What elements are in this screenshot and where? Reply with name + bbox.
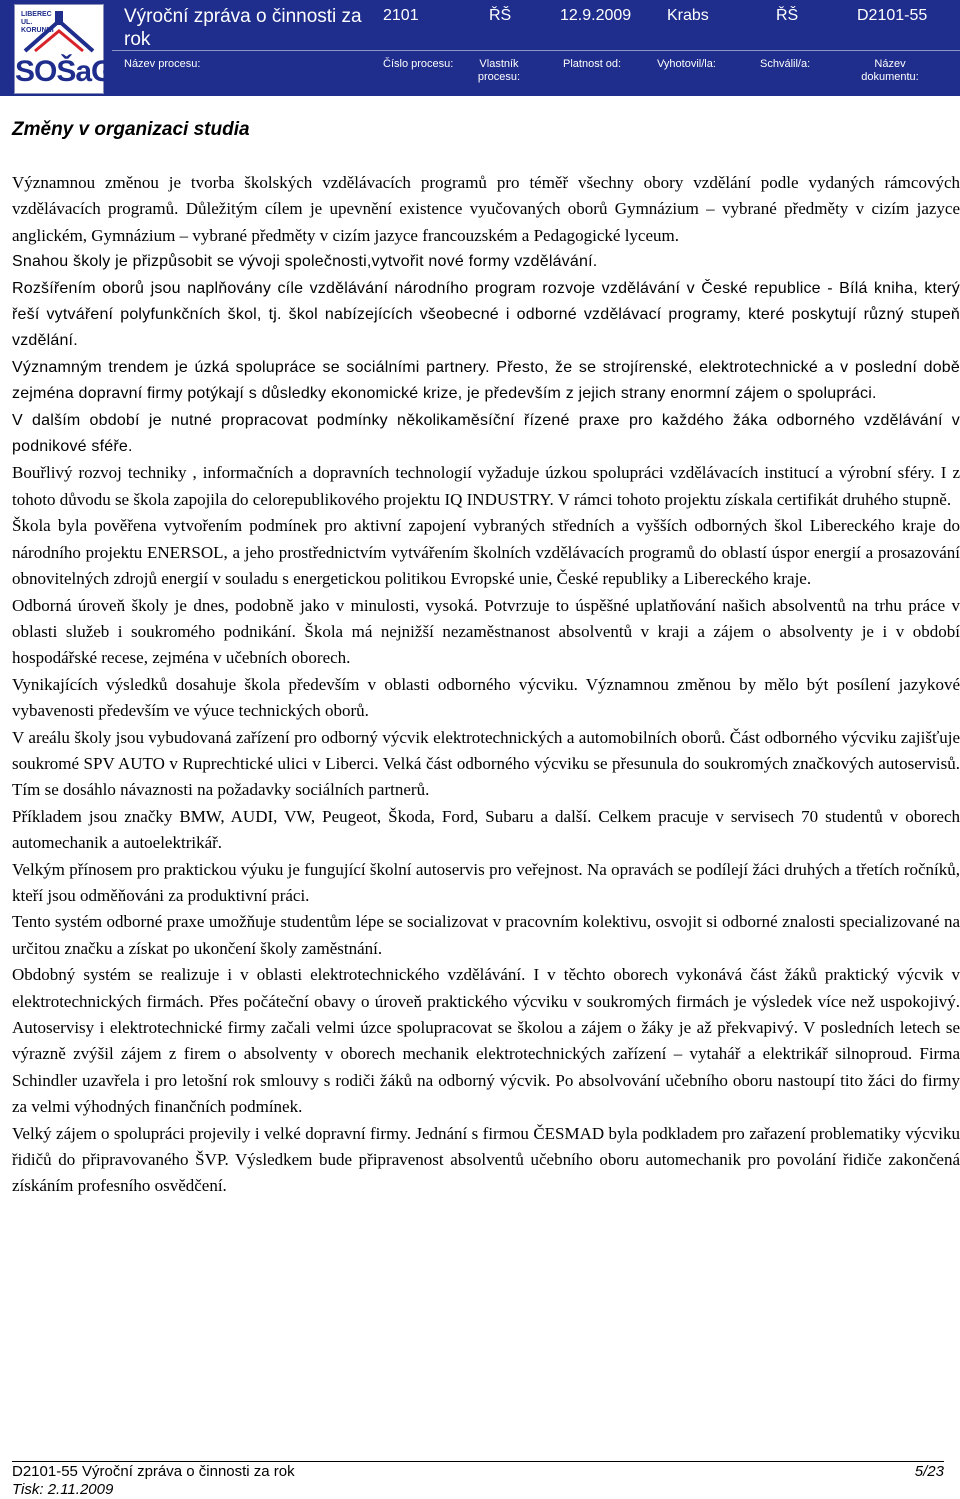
paragraph: Tento systém odborné praxe umožňuje studentům lépe se socializovat v pracovním kolektivu, osvojit si odborné znalosti specializované na určitou značku a získat po ukončení školy zaměstnání. — [12, 912, 960, 958]
paragraph: Škola byla pověřena vytvořením podmínek pro aktivní zapojení vybraných středních a vyšších odborných škol Libereckého kraje do národního projektu ENERSOL, a jeho prostřednictvím vytvářením školních vzdělávacích programů do oblastí úspor energií a prosazování obnovitelných zdrojů energií v souladu s energetickou politikou Evropské unie, České republiky a Libereckého kraje. — [12, 516, 960, 589]
paragraph: Vynikajících výsledků dosahuje škola především v oblasti odborného výcviku. Významnou změnou by mělo být posílení jazykové vybavenosti především ve výuce technických oborů. — [12, 674, 960, 721]
paragraph: Bouřlivý rozvoj techniky , informačních a dopravních technologií vyžaduje úzkou spolupráci vzdělávacích institucí a výrobní sféry. I z tohoto důvodu se škola zapojila do celorepublikového projektu IQ INDUSTRY. V rámci tohoto projektu získala certifikát druhého stupně. — [12, 463, 960, 509]
paragraph: Významnou změnou je tvorba školských vzdělávacích programů pro téměř všechny obory vzdělání podle vydaných rámcových vzdělávacích programů. Důležitým cílem je upevnění existence vyučovaných oborů Gymnázium – vybrané předměty v cizím jazyce anglickém, Gymnázium – vybrané předměty v cizím jazyce francouzském a Pedagogické lyceum. — [12, 173, 960, 245]
label-valid-from: Platnost od: — [563, 58, 622, 70]
paragraph: Velký zájem o spolupráci projevily i velké dopravní firmy. Jednání s firmou ČESMAD byla podkladem pro zařazení problematiky výcviku řidičů do připravovaného ŠVP. Výsledkem bude připravenost absolventů učebního oboru automechanik pro povolání řidiče zakončená získáním profesního osvědčení. — [12, 1123, 960, 1196]
valid-from: 12.9.2009 — [560, 7, 632, 24]
label-approved-by: Schválil/a: — [760, 58, 811, 70]
paragraph: Snahou školy je přizpůsobit se vývoji společnosti,vytvořit nové formy vzdělávání. — [12, 253, 598, 271]
paragraph: Obdobný systém se realizuje i v oblasti elektrotechnického vzdělávání. I v těchto oborech vykonává část žáků praktický výcvik v elektrotechnických firmách. Přes počáteční obavy o úroveň praktického výcviku v soukromých firmách je výsledek více než uspokojivý. Autoservisy i elektrotechnické firmy začali velmi úzce spolupracovat se školou a zájem o žáky je až překvapivý. V posledních letech se výrazně zvýšil zájem z firem o absolventy v oborech mechanik elektrotechnických zařízení – vytahář a elektrikář silnoproud. Firma Schindler uzavřela i pro letošní rok smlouvy s rodiči žáků na odborný výcvik. Po absolvování učebního oboru nastoupí tito žáci do firmy za velmi výhodných finančních podmínek. — [12, 965, 960, 1117]
prepared-by: Krabs — [667, 7, 709, 24]
process-owner: ŘŠ — [489, 7, 512, 24]
paragraph: Velkým přínosem pro praktickou výuku je fungující školní autoservis pro veřejnost. Na opravách se podílejí žáci druhých a třetích ročníků, kteří jsou odměňováni za produktivní práci. — [12, 859, 960, 905]
print-date: Tisk: 2.11.2009 — [12, 1481, 114, 1498]
document-name: D2101-55 — [857, 7, 928, 24]
school-logo — [14, 4, 114, 94]
label-process-name: Název procesu: — [124, 58, 201, 70]
paragraph: Odborná úroveň školy je dnes, podobně jako v minulosti, vysoká. Potvrzuje to úspěšné uplatňování našich absolventů na trhu práce v oblasti služeb i soukromého podnikání. Škola má nejnižší nezaměstnanost absolventů v kraji a zájem o absolventy je i v období hospodářské recese, zejména v učebních oborech. — [12, 595, 960, 668]
label-owner: Vlastník procesu: — [477, 58, 521, 83]
header-divider — [112, 50, 960, 51]
report-body — [12, 170, 960, 1200]
logo-text: SOŠaG — [15, 55, 114, 88]
page-number: 5/23 — [914, 1463, 944, 1480]
footer-divider — [12, 1461, 944, 1462]
approved-by: ŘŠ — [776, 7, 799, 24]
footer-doc-ref: D2101-55 Výroční zpráva o činnosti za rok — [12, 1463, 295, 1480]
document-title: Výroční zpráva o činnosti za rok — [124, 6, 362, 50]
section-title: Změny v organizaci studia — [12, 119, 250, 140]
document-header — [0, 0, 960, 96]
label-process-number: Číslo procesu: — [383, 58, 454, 70]
paragraph: V areálu školy jsou vybudovaná zařízení pro odborný výcvik elektrotechnických a automobilních oborů. Část odborného výcviku zajišťuje soukromé SPV AUTO v Ruprechtické ulici v Liberci. Velká část odborného výcviku se přesunula do soukromých značkových autoservisů. Tím se dosáhlo návaznosti na požadavky sociálních partnerů. — [12, 727, 960, 800]
label-document-name: Název dokumentu: — [861, 58, 919, 83]
paragraph: V dalším období je nutné propracovat podmínky několikaměsíční řízené praxe pro každého žáka odborného vzdělávání v podnikové sféře. — [12, 411, 960, 456]
paragraph: Významným trendem je úzká spolupráce se sociálními partnery. Přesto, že se strojírenské, elektrotechnické a v poslední době zejména dopravní firmy potýkají s důsledky ekonomické krize, je především z jejich strany enormní zájem o spolupráci. — [12, 358, 960, 403]
paragraph: Rozšířením oborů jsou naplňovány cíle vzdělávání národního program rozvoje vzdělávání v České republice - Bílá kniha, který řeší vytváření polyfunkčních škol, tj. škol nabízejících všeobecné i odborné vzdělávací programy, které poskytují různý stupeň vzdělání. — [12, 279, 960, 350]
paragraph: Příkladem jsou značky BMW, AUDI, VW, Peugeot, Škoda, Ford, Subaru a další. Celkem pracuje v servisech 70 studentů v oborech automechanik a autoelektrikář. — [12, 806, 960, 853]
logo-caption: LIBEREC UL. KORUNNÍ — [21, 11, 54, 34]
process-number: 2101 — [383, 7, 419, 24]
label-prepared-by: Vyhotovil/la: — [657, 58, 716, 70]
